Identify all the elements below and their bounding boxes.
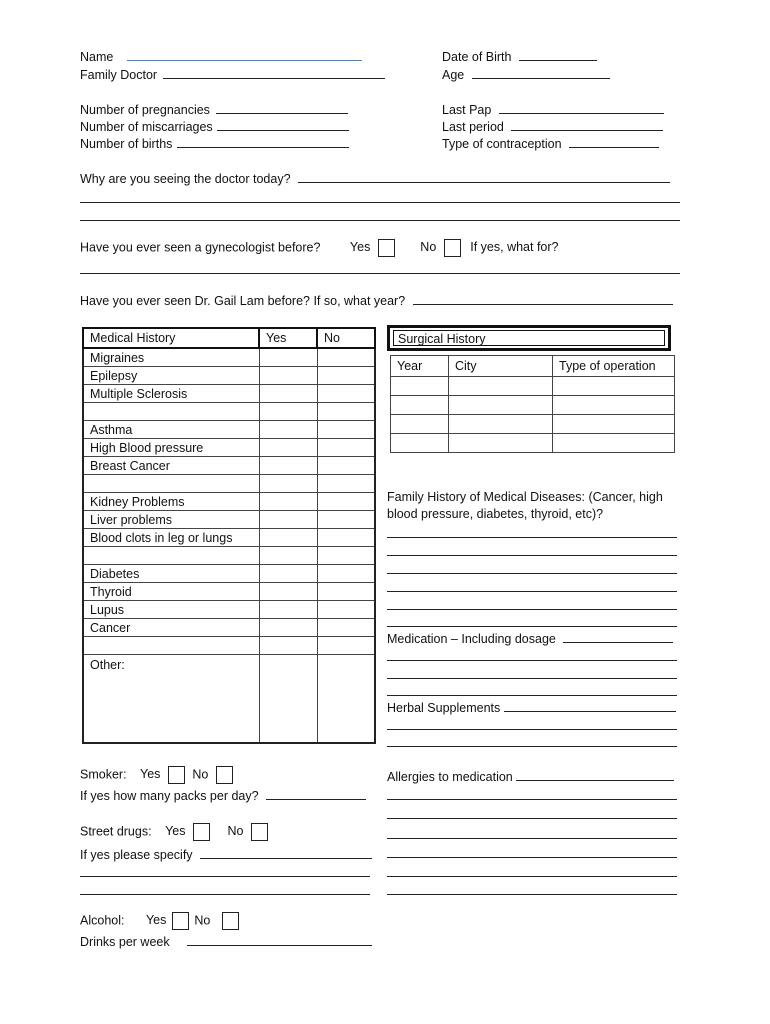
condition-yes-cell[interactable]	[259, 511, 317, 529]
type-cell[interactable]	[553, 377, 675, 396]
condition-yes-cell[interactable]	[259, 439, 317, 457]
condition-label	[83, 547, 259, 565]
condition-no-cell[interactable]	[317, 637, 375, 655]
condition-no-cell[interactable]	[317, 619, 375, 637]
table-row	[83, 529, 375, 547]
surgical-history-table	[390, 355, 675, 453]
last-period-label: Last period	[442, 120, 504, 134]
condition-label: Kidney Problems	[83, 493, 259, 511]
condition-yes-cell[interactable]	[259, 385, 317, 403]
smoker-label: Smoker:	[80, 767, 127, 782]
seen-dr-input[interactable]	[413, 292, 673, 305]
alcohol-yes-label: Yes	[145, 913, 167, 928]
age-row	[442, 66, 610, 82]
family-doctor-row	[80, 66, 385, 82]
condition-yes-cell[interactable]	[259, 637, 317, 655]
other-no-cell[interactable]	[317, 655, 375, 744]
condition-no-cell[interactable]	[317, 421, 375, 439]
pregnancies-input[interactable]	[216, 101, 348, 114]
street-drugs-row	[80, 823, 272, 841]
surgical-history-header: Surgical History	[398, 332, 486, 346]
family-history-line[interactable]	[387, 591, 677, 592]
table-row	[83, 403, 375, 421]
type-cell[interactable]	[553, 415, 675, 434]
condition-yes-cell[interactable]	[259, 348, 317, 367]
seen-dr-row	[80, 292, 673, 308]
condition-yes-cell[interactable]	[259, 547, 317, 565]
condition-label: Epilepsy	[83, 367, 259, 385]
name-input[interactable]	[127, 48, 362, 61]
smoker-no-label: No	[192, 767, 209, 782]
year-cell[interactable]	[391, 396, 449, 415]
city-cell[interactable]	[449, 396, 553, 415]
medication-line[interactable]	[387, 678, 677, 679]
condition-label	[83, 637, 259, 655]
condition-label: Lupus	[83, 601, 259, 619]
medication-label: Medication – Including dosage	[387, 632, 556, 646]
miscarriages-label: Number of miscarriages	[80, 120, 213, 134]
name-field-row	[80, 48, 362, 64]
family-history-line[interactable]	[387, 626, 677, 627]
condition-yes-cell[interactable]	[259, 421, 317, 439]
condition-label: Multiple Sclerosis	[83, 385, 259, 403]
table-row	[83, 583, 375, 601]
year-cell[interactable]	[391, 434, 449, 453]
allergies-row	[387, 768, 674, 784]
dob-label: Date of Birth	[442, 50, 512, 64]
specify-line[interactable]	[80, 876, 370, 877]
table-row	[391, 415, 675, 434]
dob-input[interactable]	[519, 48, 597, 61]
table-row	[391, 396, 675, 415]
family-history-label-1: Family History of Medical Diseases: (Cancer, high	[387, 490, 663, 504]
condition-no-cell[interactable]	[317, 583, 375, 601]
condition-yes-cell[interactable]	[259, 619, 317, 637]
street-drugs-yes-label: Yes	[165, 824, 186, 839]
miscarriages-row	[80, 118, 349, 134]
condition-yes-cell[interactable]	[259, 583, 317, 601]
street-drugs-yes-checkbox[interactable]	[193, 823, 210, 841]
medication-line[interactable]	[387, 660, 677, 661]
smoker-yes-label: Yes	[140, 767, 161, 782]
city-cell[interactable]	[449, 377, 553, 396]
last-pap-input[interactable]	[499, 101, 664, 114]
medication-input[interactable]	[563, 630, 673, 643]
gyn-yes-checkbox[interactable]	[378, 239, 395, 257]
condition-no-cell[interactable]	[317, 511, 375, 529]
condition-yes-cell[interactable]	[259, 403, 317, 421]
table-row	[83, 637, 375, 655]
condition-no-cell[interactable]	[317, 547, 375, 565]
condition-yes-cell[interactable]	[259, 475, 317, 493]
last-pap-row	[442, 101, 664, 117]
street-drugs-no-label: No	[227, 824, 244, 839]
drinks-label: Drinks per week	[80, 935, 170, 949]
other-yes-cell[interactable]	[259, 655, 317, 744]
allergies-input[interactable]	[516, 768, 674, 781]
surgical-history-header-box	[387, 325, 671, 351]
herbal-line[interactable]	[387, 729, 677, 730]
medical-history-header-row	[83, 328, 375, 348]
family-history-line[interactable]	[387, 555, 677, 556]
condition-label	[83, 475, 259, 493]
specify-input[interactable]	[200, 846, 372, 859]
condition-yes-cell[interactable]	[259, 493, 317, 511]
other-row	[83, 655, 375, 744]
why-seeing-label: Why are you seeing the doctor today?	[80, 172, 291, 186]
drinks-input[interactable]	[187, 933, 372, 946]
col-year: Year	[391, 356, 449, 377]
condition-label: Blood clots in leg or lungs	[83, 529, 259, 547]
why-seeing-row	[80, 170, 670, 186]
year-cell[interactable]	[391, 377, 449, 396]
street-drugs-label: Street drugs:	[80, 824, 152, 839]
births-label: Number of births	[80, 137, 173, 151]
allergies-line[interactable]	[387, 857, 677, 858]
allergies-line[interactable]	[387, 876, 677, 877]
family-doctor-label: Family Doctor	[80, 68, 158, 82]
condition-no-cell[interactable]	[317, 493, 375, 511]
condition-label: High Blood pressure	[83, 439, 259, 457]
age-input[interactable]	[472, 66, 610, 79]
table-row	[83, 348, 375, 367]
specify-row	[80, 846, 372, 862]
gyn-no-label: No	[420, 240, 437, 255]
medical-history-no-header: No	[317, 328, 375, 348]
condition-label: Asthma	[83, 421, 259, 439]
smoker-yes-checkbox[interactable]	[168, 766, 185, 784]
gyn-before-label: Have you ever seen a gynecologist before?	[80, 240, 321, 255]
condition-label: Cancer	[83, 619, 259, 637]
condition-no-cell[interactable]	[317, 601, 375, 619]
drinks-row	[80, 933, 372, 949]
condition-yes-cell[interactable]	[259, 457, 317, 475]
gyn-yes-label: Yes	[349, 240, 371, 255]
miscarriages-input[interactable]	[217, 118, 349, 131]
table-row	[83, 493, 375, 511]
alcohol-yes-checkbox[interactable]	[172, 912, 189, 930]
condition-yes-cell[interactable]	[259, 565, 317, 583]
other-label[interactable]: Other:	[83, 655, 259, 744]
why-seeing-input[interactable]	[298, 170, 670, 183]
table-row	[83, 385, 375, 403]
condition-yes-cell[interactable]	[259, 601, 317, 619]
condition-no-cell[interactable]	[317, 457, 375, 475]
last-period-row	[442, 118, 663, 134]
alcohol-label: Alcohol:	[80, 913, 125, 928]
medication-line[interactable]	[387, 695, 677, 696]
condition-label	[83, 403, 259, 421]
city-cell[interactable]	[449, 434, 553, 453]
allergies-line[interactable]	[387, 799, 677, 800]
herbal-input[interactable]	[504, 699, 676, 712]
condition-no-cell[interactable]	[317, 348, 375, 367]
name-label: Name	[80, 50, 114, 64]
table-row	[83, 439, 375, 457]
condition-label: Diabetes	[83, 565, 259, 583]
condition-no-cell[interactable]	[317, 529, 375, 547]
type-cell[interactable]	[553, 396, 675, 415]
why-seeing-line-2[interactable]	[80, 202, 680, 203]
condition-no-cell[interactable]	[317, 475, 375, 493]
table-row	[83, 511, 375, 529]
condition-no-cell[interactable]	[317, 565, 375, 583]
herbal-label: Herbal Supplements	[387, 701, 501, 715]
table-row	[391, 377, 675, 396]
condition-yes-cell[interactable]	[259, 529, 317, 547]
allergies-line[interactable]	[387, 818, 677, 819]
family-history-line[interactable]	[387, 537, 677, 538]
gyn-no-checkbox[interactable]	[444, 239, 461, 257]
smoker-no-checkbox[interactable]	[216, 766, 233, 784]
col-type: Type of operation	[553, 356, 675, 377]
medication-row	[387, 630, 673, 646]
why-seeing-line-3[interactable]	[80, 220, 680, 221]
pregnancies-label: Number of pregnancies	[80, 103, 210, 117]
births-input[interactable]	[177, 135, 349, 148]
col-city: City	[449, 356, 553, 377]
alcohol-no-checkbox[interactable]	[222, 912, 239, 930]
packs-label: If yes how many packs per day?	[80, 789, 259, 803]
seen-dr-label: Have you ever seen Dr. Gail Lam before? If so, what year?	[80, 294, 406, 308]
specify-label: If yes please specify	[80, 848, 193, 862]
specify-line[interactable]	[80, 894, 370, 895]
allergies-label: Allergies to medication	[387, 770, 513, 784]
packs-row	[80, 787, 366, 803]
condition-label: Breast Cancer	[83, 457, 259, 475]
medical-history-yes-header: Yes	[259, 328, 317, 348]
contraception-row	[442, 135, 659, 151]
condition-no-cell[interactable]	[317, 385, 375, 403]
alcohol-no-label: No	[194, 913, 211, 928]
last-pap-label: Last Pap	[442, 103, 492, 117]
table-row	[83, 601, 375, 619]
smoker-row	[80, 766, 237, 784]
year-cell[interactable]	[391, 415, 449, 434]
contraception-label: Type of contraception	[442, 137, 562, 151]
medical-history-header: Medical History	[83, 328, 259, 348]
births-row	[80, 135, 349, 151]
herbal-row	[387, 699, 676, 715]
condition-no-cell[interactable]	[317, 403, 375, 421]
contraception-input[interactable]	[569, 135, 659, 148]
allergies-line[interactable]	[387, 838, 677, 839]
surgical-history-col-row	[391, 356, 675, 377]
street-drugs-no-checkbox[interactable]	[251, 823, 268, 841]
last-period-input[interactable]	[511, 118, 663, 131]
condition-yes-cell[interactable]	[259, 367, 317, 385]
medical-history-table	[82, 327, 376, 744]
alcohol-row	[80, 912, 243, 930]
family-history-line[interactable]	[387, 573, 677, 574]
table-row	[83, 619, 375, 637]
family-history-line[interactable]	[387, 609, 677, 610]
type-cell[interactable]	[553, 434, 675, 453]
condition-no-cell[interactable]	[317, 367, 375, 385]
dob-row	[442, 48, 597, 64]
age-label: Age	[442, 68, 465, 82]
table-row	[83, 367, 375, 385]
condition-label: Liver problems	[83, 511, 259, 529]
pregnancies-row	[80, 101, 348, 117]
if-yes-what-for-label: If yes, what for?	[470, 240, 559, 255]
condition-label: Migraines	[83, 348, 259, 367]
table-row	[83, 547, 375, 565]
allergies-line[interactable]	[387, 894, 677, 895]
table-row	[83, 421, 375, 439]
table-row	[391, 434, 675, 453]
condition-label: Thyroid	[83, 583, 259, 601]
condition-no-cell[interactable]	[317, 439, 375, 457]
family-doctor-input[interactable]	[163, 66, 385, 79]
packs-input[interactable]	[266, 787, 366, 800]
herbal-line[interactable]	[387, 746, 677, 747]
table-row	[83, 457, 375, 475]
family-history-label-2: blood pressure, diabetes, thyroid, etc)?	[387, 507, 604, 521]
table-row	[83, 565, 375, 583]
gyn-what-for-line[interactable]	[80, 273, 680, 274]
city-cell[interactable]	[449, 415, 553, 434]
gyn-before-row	[80, 239, 558, 257]
table-row	[83, 475, 375, 493]
